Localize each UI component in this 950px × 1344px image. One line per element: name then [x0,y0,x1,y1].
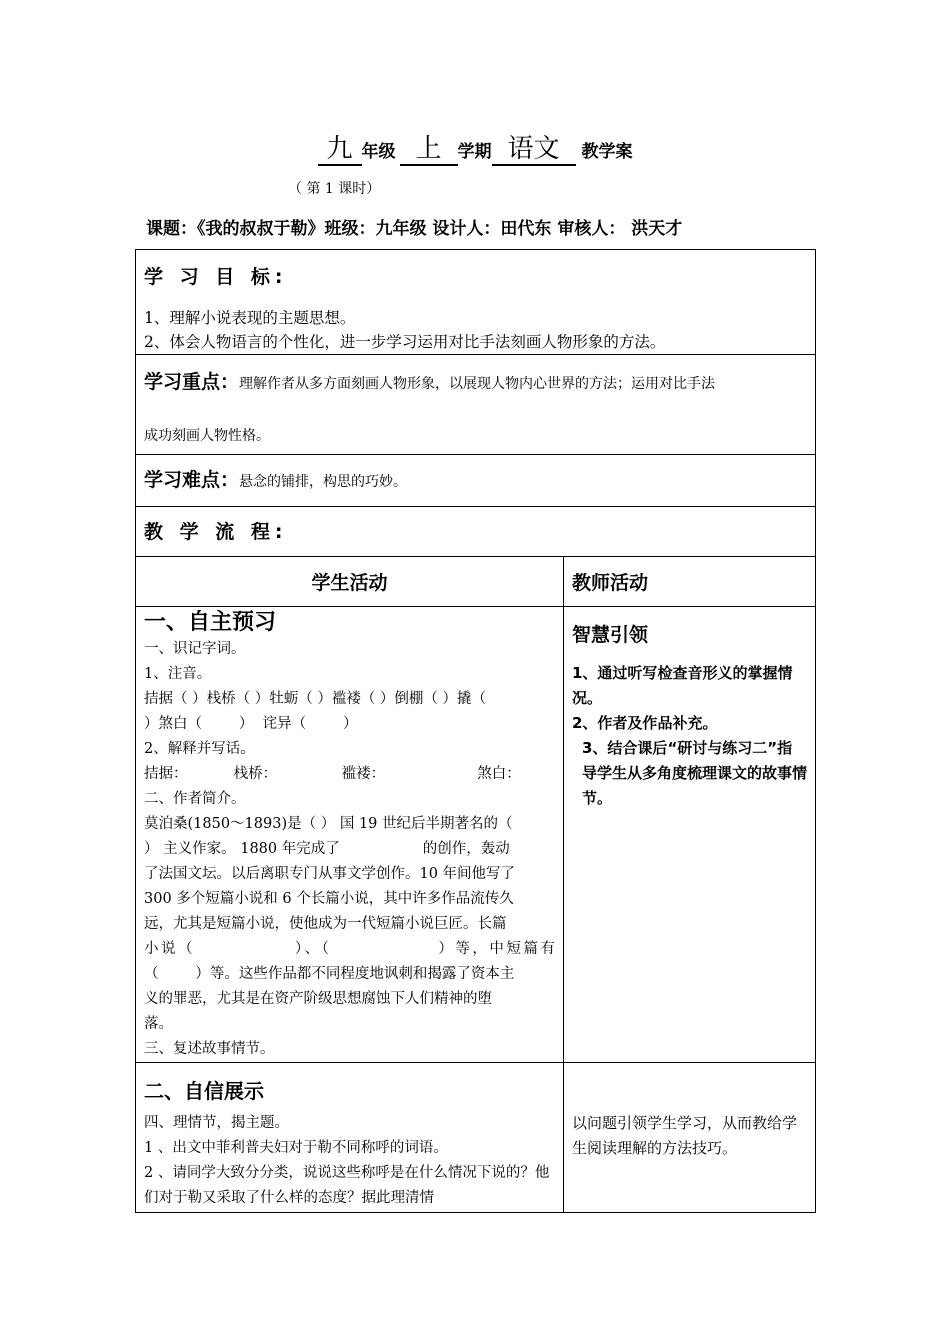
section2-body [144,1111,555,1211]
teacher1-heading: 智慧引领 [572,624,649,646]
lesson-number: （ 第 1 课时） [288,181,381,197]
key-points-heading: 学习重点： [144,371,240,393]
list-item: 义的罪恶，尤其是在资产阶级思想腐蚀下人们精神的堕 [144,991,492,1007]
list-item: ）煞白（ ） 诧异（ ） [144,716,358,732]
key-points-text: 理解作者从多方面刻画人物形象，以展现人物内心世界的方法；运用对比手法 [239,376,716,392]
section2-row [136,1063,816,1213]
term-field: 上 [400,134,458,166]
column-header-row [136,557,816,607]
section1-body [144,637,555,1062]
process-row [136,507,816,557]
list-item: 莫泊桑(1850～1893)是（ ） 国 19 世纪后半期著名的（ [144,816,513,832]
list-item: 2、解释并写话。 [144,741,255,757]
document-title [0,134,950,166]
goals-row [136,250,816,355]
list-item: 一、识记字词。 [144,641,246,657]
list-item: （ ）等。这些作品都不同程度地讽刺和揭露了资本主 [144,966,515,982]
difficulty-text: 悬念的铺排，构思的巧妙。 [239,474,408,490]
list-item: 三、复述故事情节。 [144,1041,275,1057]
teacher1-item: 2、作者及作品补充。 [572,714,718,732]
list-item: ） 主义作家。 1880 年完成了 的创作，轰动 [144,841,510,857]
teacher1-item: 3、结合课后“研讨与练习二”指导学生从多角度梳理课文的故事情节。 [582,739,808,807]
list-item: 拮据（ ）栈桥（ ）牡蛎（ ）褴褛（ ）倒棚（ ）撬（ [144,691,487,707]
list-item: 2 、请同学大致分分类，说说这些称呼是在什么情况下说的？他们对于勒又采取了什么样的态度？据此理清情 [144,1165,550,1206]
list-item: 了法国文坛。以后离职专门从事文学创作。10 年间他写了 [144,866,516,882]
term-suffix: 学期 [457,142,492,162]
list-item: 落。 [144,1016,173,1032]
list-item: 四、理情节，揭主题。 [144,1115,289,1131]
subject-field: 语文 [492,134,576,166]
section1-heading: 一、自主预习 [144,610,277,635]
key-points-text-cont: 成功刻画人物性格。 [144,428,270,444]
list-item: 300 多个短篇小说和 6 个长篇小说，其中许多作品流传久 [144,891,514,907]
list-item: 1、注音。 [144,666,212,682]
list-item: 小说（ ）、（ ）等，中短篇有 [144,941,555,957]
doc-type: 教学案 [581,142,633,162]
student-activity-header: 学生活动 [311,572,388,594]
grade-suffix: 年级 [361,142,396,162]
list-item: 1 、出文中菲利普夫妇对于勒不同称呼的词语。 [144,1140,448,1156]
teacher1-item: 1、通过听写检查音形义的掌握情况。 [572,664,793,707]
goal-item: 1、理解小说表现的主题思想。 [144,309,356,327]
process-heading: 教 学 流 程: [144,521,288,543]
list-item: 远，尤其是短篇小说，使他成为一代短篇小说巨匠。长篇 [144,916,507,932]
difficulty-row [136,455,816,507]
difficulty-heading: 学习难点： [144,469,240,491]
list-item: 二、作者简介。 [144,791,246,807]
key-points-row [136,355,816,455]
section1-row [136,607,816,1063]
goals-heading: 学 习 目 标: [144,266,288,288]
section2-heading: 二、自信展示 [144,1079,264,1103]
grade-field: 九 [318,134,362,166]
lesson-plan-table [135,249,816,1213]
teacher2-text: 以问题引领学生学习，从而教给学生阅读理解的方法技巧。 [572,1114,798,1157]
teacher-activity-header: 教师活动 [572,572,649,594]
list-item: 拮据： 栈桥： 褴褛： 煞白： [144,766,521,782]
lesson-info-line: 课题：《我的叔叔于勒》班级：九年级 设计人：田代东 审核人： 洪天才 [146,219,683,239]
goal-item: 2、体会人物语言的个性化，进一步学习运用对比手法刻画人物形象的方法。 [144,333,666,351]
